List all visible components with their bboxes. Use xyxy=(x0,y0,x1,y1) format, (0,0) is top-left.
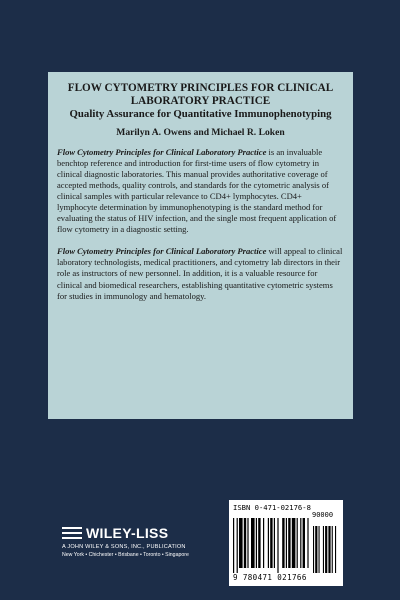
description-panel xyxy=(48,72,353,419)
paragraph-2-text: will appeal to clinical laboratory technologists, medical practitioners, and cytometry lab directors in their role as instructors of new personnel. In addition, it is a valuable resource for clinical and biomedical researchers, establishing quantitative cytometric systems for studies in immunology and hematology. xyxy=(57,246,343,301)
publisher-name: A JOHN WILEY & SONS, INC., PUBLICATION xyxy=(62,544,186,550)
publisher-cities: New York • Chichester • Brisbane • Toronto • Singapore xyxy=(62,552,189,558)
price-addon-digits: 90000 xyxy=(312,511,334,519)
barcode-label xyxy=(229,500,343,586)
book-subtitle: Quality Assurance for Quantitative Immunophenotyping xyxy=(69,108,332,120)
book-authors: Marilyn A. Owens and Michael R. Loken xyxy=(116,126,285,138)
publisher-logo-text: WILEY-LISS xyxy=(86,525,169,541)
title-emphasis: Flow Cytometry Principles for Clinical Laboratory Practice xyxy=(57,146,267,157)
barcode-icon xyxy=(233,518,339,573)
publisher-logo-block xyxy=(62,526,222,558)
book-title: FLOW CYTOMETRY PRINCIPLES FOR CLINICAL LABORATORY PRACTICE xyxy=(67,82,334,107)
isbn-number: ISBN 0-471-02176-8 xyxy=(233,503,311,512)
paragraph-1-text: is an invaluable benchtop reference and introduction for first-time users of flow cytometry in clinical diagnostic laboratories. This manual provides authoritative coverage of accepted methods, quality controls, and standards for the cytometric analysis of clinical samples with particular relevance to CD4+ lymphocytes. CD4+ lymphocyte determination by immunophenotyping is the standard method for evaluating the status of HIV infection, and the single most frequent application of flow cytometry in a diagnostic setting. xyxy=(57,146,337,235)
description-paragraph-1 xyxy=(57,147,344,236)
description-paragraph-2 xyxy=(57,246,344,301)
ean-digits: 9 780471 021766 xyxy=(233,573,307,582)
title-emphasis: Flow Cytometry Principles for Clinical Laboratory Practice xyxy=(57,246,267,257)
wiley-logo-icon xyxy=(62,527,82,539)
